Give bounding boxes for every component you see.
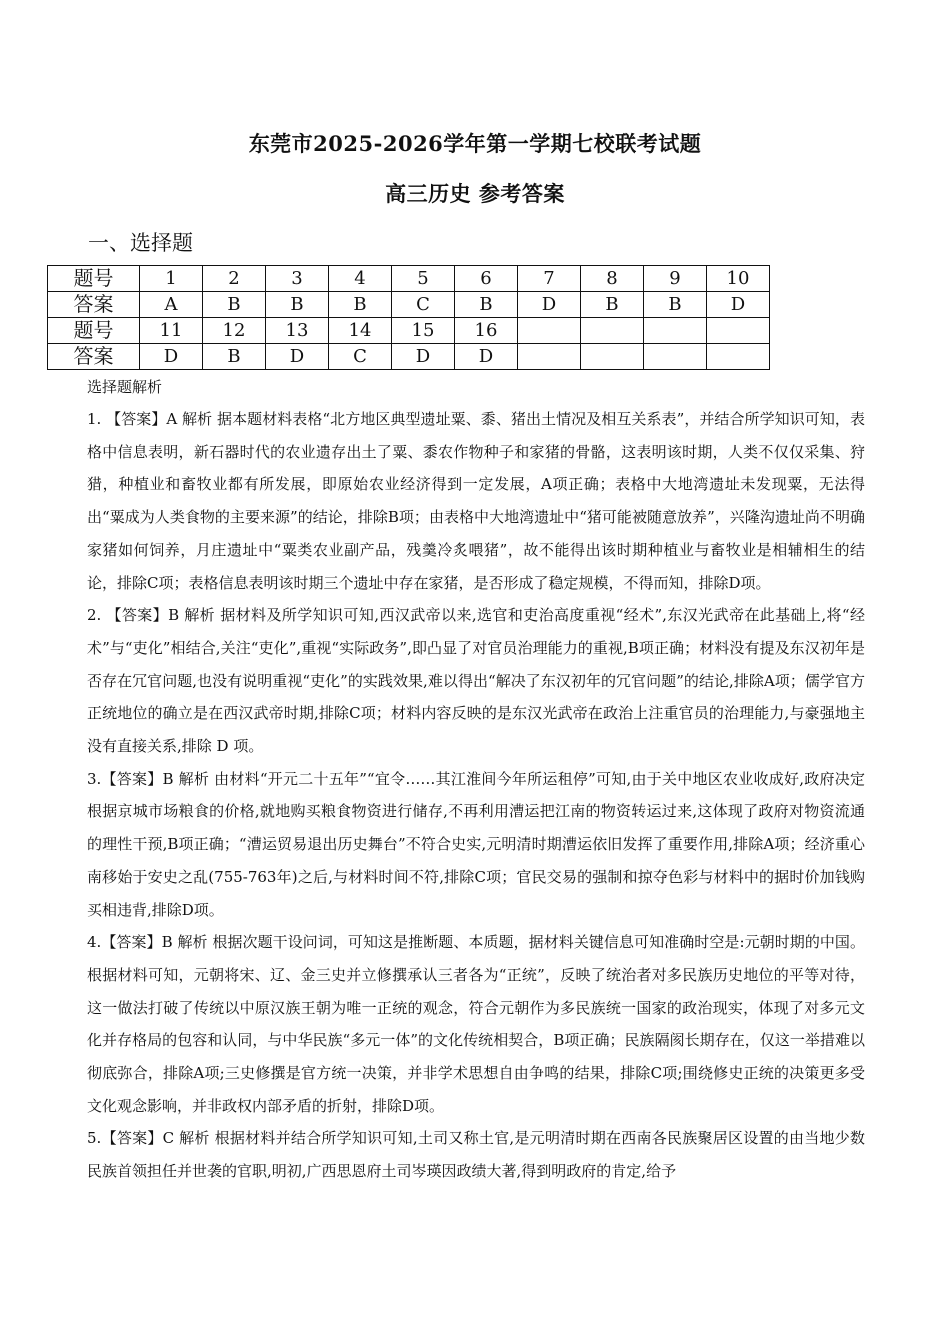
table-cell: A: [140, 292, 203, 318]
table-cell: 3: [266, 266, 329, 292]
table-cell: [518, 344, 581, 370]
table-cell: [644, 344, 707, 370]
table-cell: [518, 318, 581, 344]
table-cell: 2: [203, 266, 266, 292]
analysis-item-1: 1. 【答案】A 解析 据本题材料表格“北方地区典型遗址粟、黍、猪出土情况及相互关系表”，并结合所学知识可知，表格中信息表明，新石器时代的农业遗存出土了粟、黍农作物种子和家猪的骨骼，这表明该时期，人类不仅仅采集、狩猎，种植业和畜牧业都有所发展，即原始农业经济得到一定发展，A项正确；表格中大地湾遗址未发现粟，无法得出“粟成为人类食物的主要来源”的结论，排除B项；由表格中大地湾遗址中“猪可能被随意放养”，兴隆沟遗址尚不明确家猪如何饲养，月庄遗址中“粟类农业副产品，残羹冷炙喂猪”，故不能得出该时期种植业与畜牧业是相辅相生的结论，排除C项；表格信息表明该时期三个遗址中存在家猪，是否形成了稳定规模，不得而知，排除D项。: [87, 410, 865, 592]
table-cell: D: [518, 292, 581, 318]
table-row-header: 答案: [48, 344, 140, 370]
table-cell: C: [392, 292, 455, 318]
analysis-heading: 选择题解析: [87, 378, 163, 396]
section-heading: 一、选择题: [88, 231, 193, 255]
table-cell: [581, 344, 644, 370]
table-cell: 1: [140, 266, 203, 292]
table-cell: 10: [707, 266, 770, 292]
table-cell: B: [203, 292, 266, 318]
table-row-header: 答案: [48, 292, 140, 318]
page-title: 东莞市2025-2026学年第一学期七校联考试题: [248, 131, 702, 156]
table-cell: 11: [140, 318, 203, 344]
table-row: [48, 318, 770, 344]
table-cell: B: [266, 292, 329, 318]
analysis-item-4: 4.【答案】B 解析 根据次题干设问词，可知这是推断题、本质题，据材料关键信息可知准确时空是:元朝时期的中国。根据材料可知，元朝将宋、辽、金三史并立修撰承认三者各为“正统”，反映了统治者对多民族历史地位的平等对待，这一做法打破了传统以中原汉族王朝为唯一正统的观念，符合元朝作为多民族统一国家的政治现实，体现了对多元文化并存格局的包容和认同，与中华民族“多元一体”的文化传统相契合，B项正确；民族隔阂长期存在，仅这一举措难以彻底弥合，排除A项;三史修撰是官方统一决策，并非学术思想自由争鸣的结果，排除C项;围绕修史正统的决策更多受文化观念影响，并非政权内部矛盾的折射，排除D项。: [87, 933, 865, 1115]
page-subtitle: 高三历史 参考答案: [385, 181, 565, 206]
table-cell: B: [455, 292, 518, 318]
table-row: [48, 266, 770, 292]
table-cell: B: [329, 292, 392, 318]
table-cell: B: [203, 344, 266, 370]
analysis-item-3: 3.【答案】B 解析 由材料“开元二十五年”“宜令……其江淮间今年所运租停”可知,由于关中地区农业收成好,政府决定根据京城市场粮食的价格,就地购买粮食物资进行储存,不再利用漕运把江南的物资转运过来,这体现了政府对物资流通的理性干预,B项正确；“漕运贸易退出历史舞台”不符合史实,元明清时期漕运依旧发挥了重要作用,排除A项；经济重心南移始于安史之乱(755-763年)之后,与材料时间不符,排除C项；官民交易的强制和掠夺色彩与材料中的据时价加钱购买相违背,排除D项。: [87, 769, 865, 919]
table-row: [48, 292, 770, 318]
table-cell: 4: [329, 266, 392, 292]
table-cell: D: [140, 344, 203, 370]
table-cell: 6: [455, 266, 518, 292]
table-cell: 16: [455, 318, 518, 344]
table-cell: [644, 318, 707, 344]
table-cell: C: [329, 344, 392, 370]
table-cell: 12: [203, 318, 266, 344]
analysis-item-2: 2. 【答案】B 解析 据材料及所学知识可知,西汉武帝以来,选官和吏治高度重视“经术”,东汉光武帝在此基础上,将“经术”与“吏化”相结合,关注“吏化”,重视“实际政务”,即凸显了对官员治理能力的重视,B项正确；材料没有提及东汉初年是否存在冗官问题,也没有说明重视“吏化”的实践效果,难以得出“解决了东汉初年的冗官问题”的结论,排除A项；儒学官方正统地位的确立是在西汉武帝时期,排除C项；材料内容反映的是东汉光武帝在政治上注重官员的治理能力,与豪强地主没有直接关系,排除 D 项。: [87, 606, 865, 756]
table-row-header: 题号: [48, 318, 140, 344]
table-cell: 9: [644, 266, 707, 292]
table-cell: [707, 318, 770, 344]
table-cell: D: [707, 292, 770, 318]
table-cell: D: [392, 344, 455, 370]
analysis-item-5: 5.【答案】C 解析 根据材料并结合所学知识可知,土司又称土官,是元明清时期在西南各民族聚居区设置的由当地少数民族首领担任并世袭的官职,明初,广西思恩府土司岑瑛因政绩大著,得到明政府的肯定,给予: [87, 1129, 865, 1181]
analysis-body: [87, 403, 865, 1188]
table-cell: B: [581, 292, 644, 318]
table-cell: 7: [518, 266, 581, 292]
table-row: [48, 344, 770, 370]
table-cell: 13: [266, 318, 329, 344]
table-cell: [707, 344, 770, 370]
table-cell: 15: [392, 318, 455, 344]
table-cell: D: [455, 344, 518, 370]
table-cell: 8: [581, 266, 644, 292]
table-cell: 14: [329, 318, 392, 344]
table-cell: 5: [392, 266, 455, 292]
table-row-header: 题号: [48, 266, 140, 292]
table-cell: D: [266, 344, 329, 370]
table-cell: B: [644, 292, 707, 318]
table-cell: [581, 318, 644, 344]
answer-table: [47, 265, 770, 370]
